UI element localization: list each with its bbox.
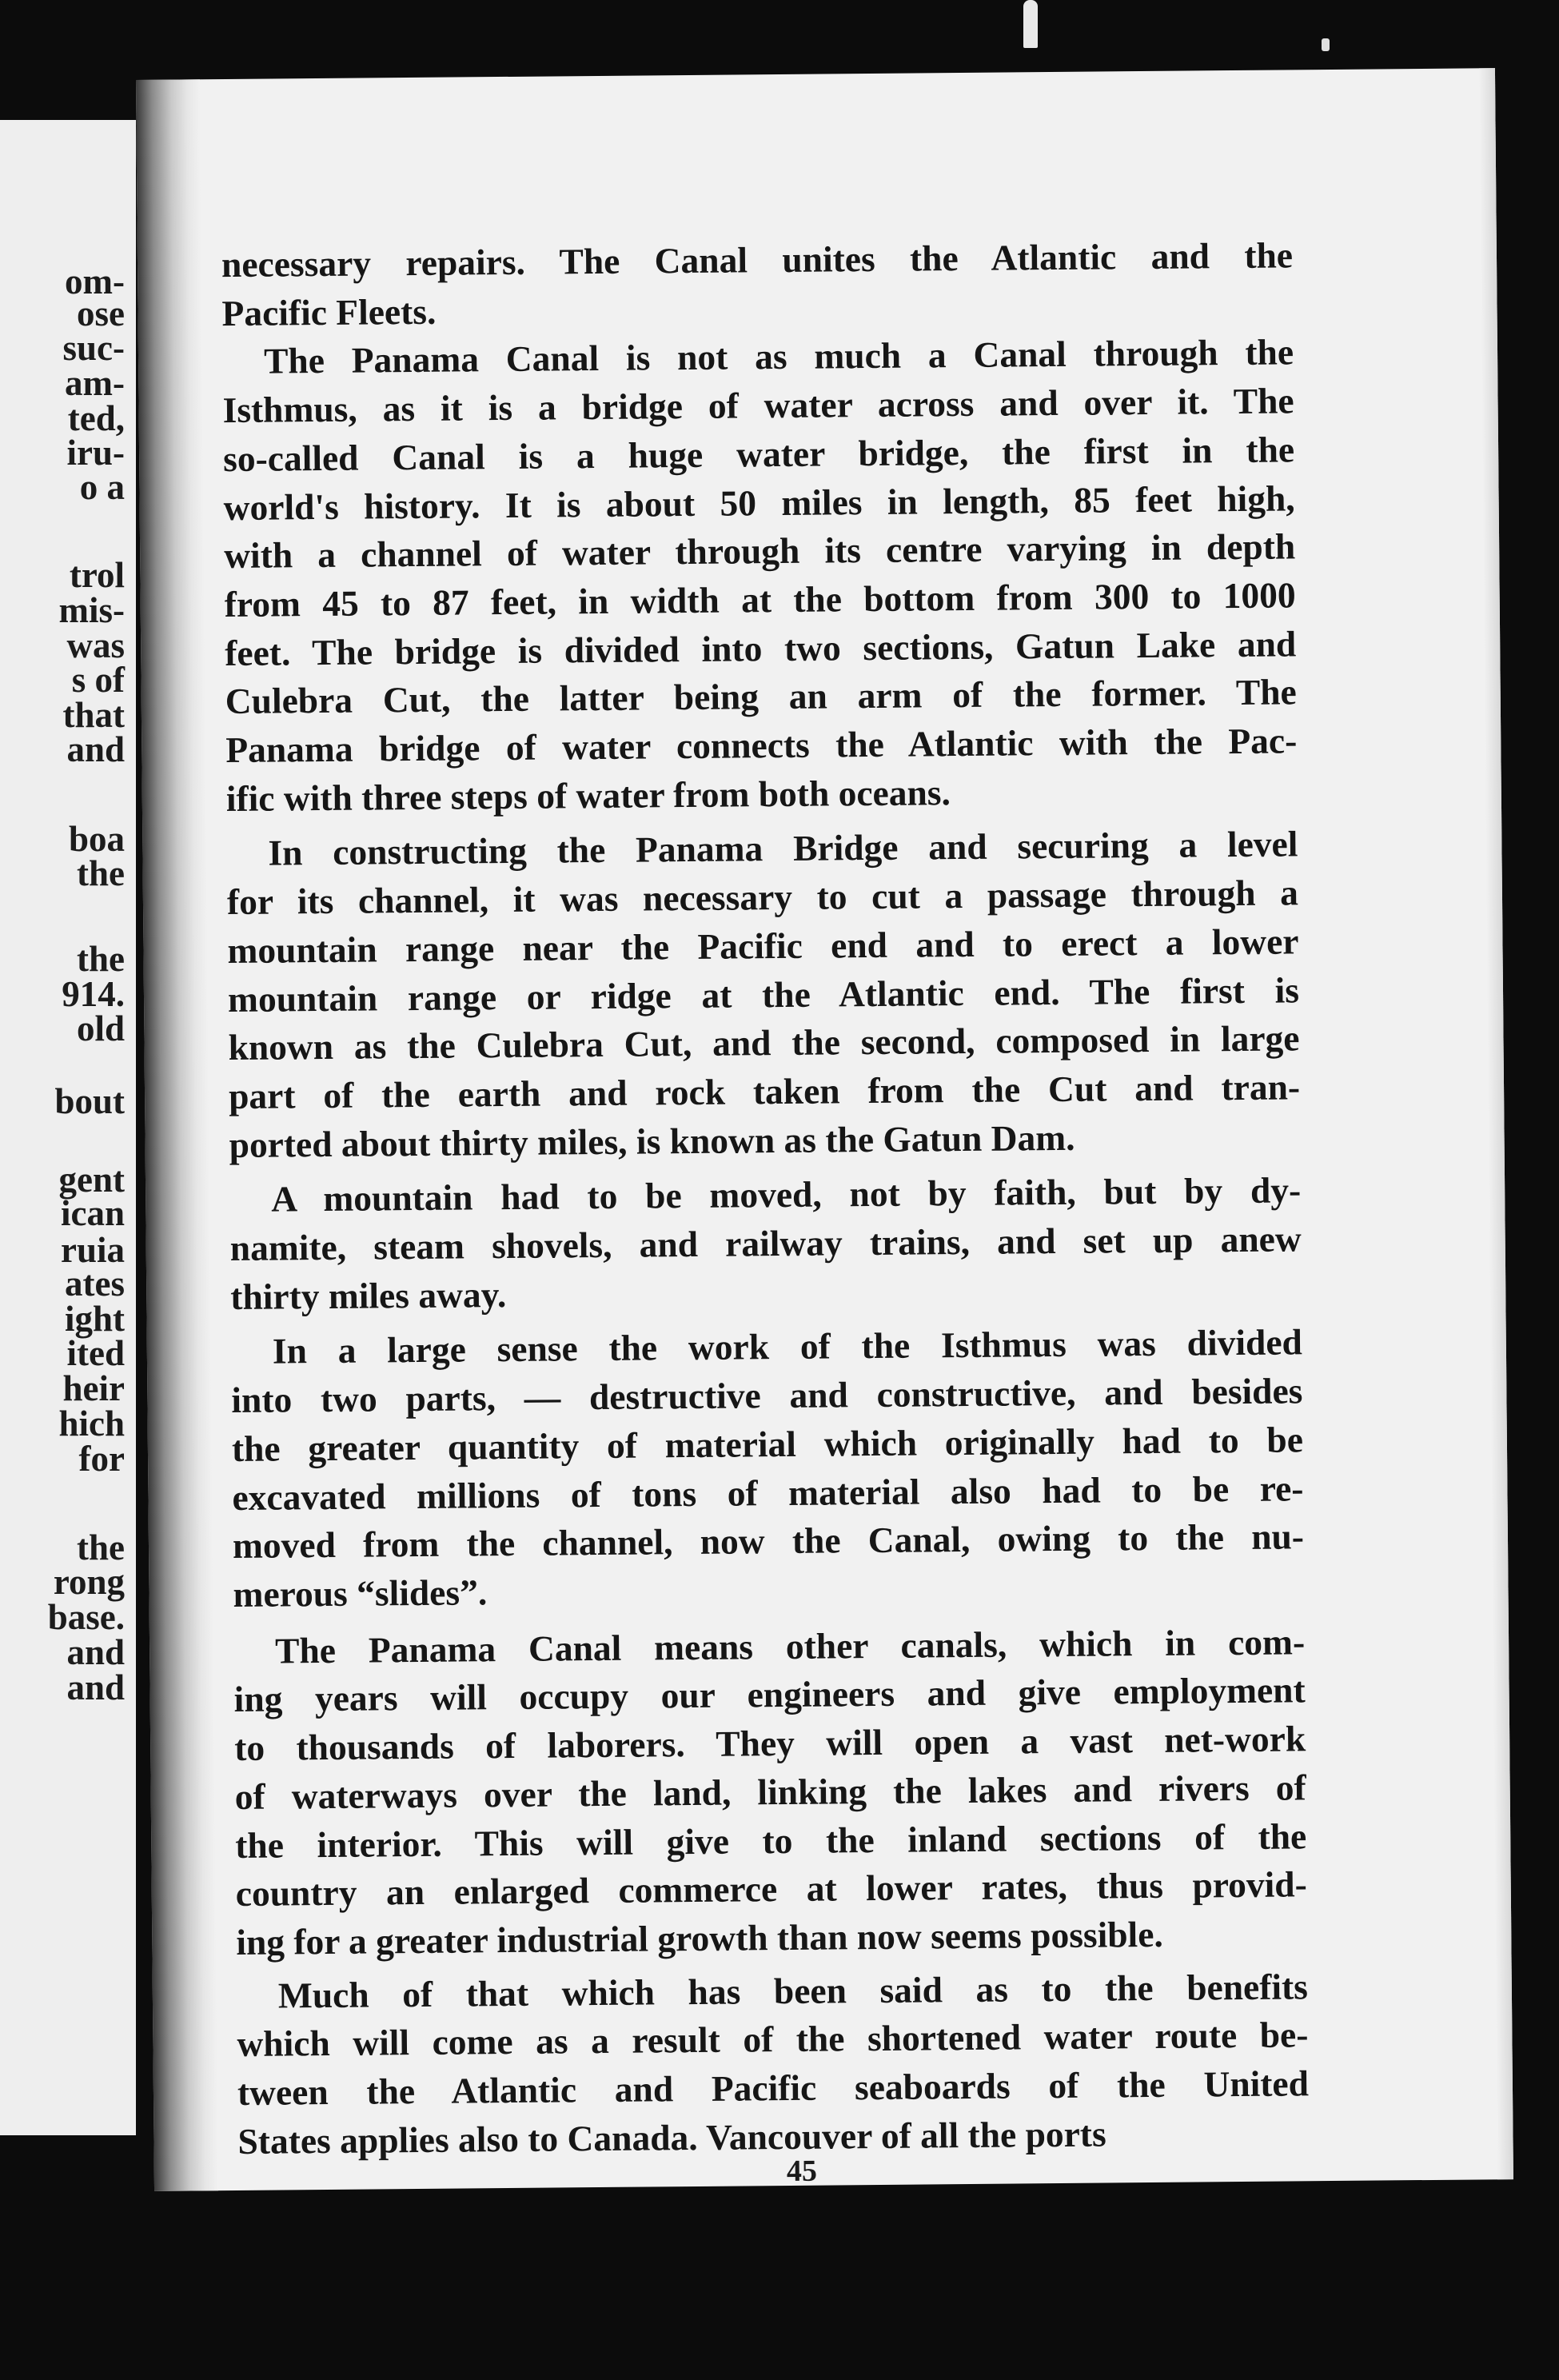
left-page-fragment: am-: [65, 363, 125, 403]
text-line: to thousands of laborers. They will open a vast net-work: [233, 1718, 1306, 1769]
left-page-fragment: the: [77, 939, 125, 979]
left-page-fragment: o a: [79, 467, 125, 507]
text-line: ported about thirty miles, is known as the Gatun Dam.: [229, 1116, 1075, 1165]
left-page-fragment: ruia: [60, 1230, 125, 1270]
left-page-fragment: suc-: [62, 328, 125, 368]
text-line: the interior. This will give to the inland sections of the: [235, 1815, 1307, 1866]
text-line: Much of that which has been said as to the benefits: [277, 1965, 1309, 2016]
left-page-fragment: ates: [65, 1264, 125, 1304]
text-line: moved from the channel, now the Canal, owing to the nu-: [232, 1515, 1305, 1567]
text-line: from 45 to 87 feet, in width at the bottom from 300 to 1000: [224, 574, 1296, 625]
left-page-fragment: and: [66, 1667, 125, 1707]
book-page: [136, 68, 1513, 2191]
text-line: the greater quantity of material which originally had to be: [231, 1419, 1304, 1469]
left-page-fragment: rong: [53, 1562, 125, 1602]
text-line: of waterways over the land, linking the lakes and rivers of: [234, 1767, 1306, 1817]
text-line: for its channel, it was necessary to cut a passage through a: [226, 872, 1299, 923]
left-page-fragment: old: [76, 1008, 125, 1048]
body-text: [221, 231, 1310, 2166]
left-page-fragment: s of: [71, 660, 125, 700]
text-line: country an enlarged commerce at lower rates, thus provid-: [235, 1863, 1307, 1915]
page-edge: [1479, 68, 1513, 2179]
text-line: Isthmus, as it is a bridge of water across and over it. The: [222, 380, 1294, 431]
text-line: feet. The bridge is divided into two sections, Gatun Lake and: [225, 622, 1297, 673]
text-line: In constructing the Panama Bridge and securing a level: [268, 823, 1298, 874]
left-page-fragment: trol: [69, 555, 125, 595]
left-page-fragment: for: [78, 1439, 125, 1479]
text-line: known as the Culebra Cut, and the second, composed in large: [228, 1017, 1300, 1068]
left-page-fragment: boa: [68, 819, 125, 859]
left-page-fragment: ited: [66, 1333, 125, 1373]
paragraph: [222, 329, 1298, 824]
left-page-fragment: gent: [58, 1160, 125, 1200]
left-page-fragment: was: [66, 625, 125, 665]
paragraph: [221, 231, 1294, 337]
left-page-fragment: ose: [77, 294, 125, 333]
text-line: Culebra Cut, the latter being an arm of the former. The: [225, 671, 1297, 722]
page-number: 45: [786, 2154, 818, 2188]
left-facing-page: [0, 120, 136, 2135]
text-line: into two parts, — destructive and constructive, and besides: [231, 1370, 1303, 1421]
text-line: tween the Atlantic and Pacific seaboards of the United: [237, 2063, 1310, 2114]
left-page-fragment: ight: [64, 1299, 125, 1339]
left-page-fragment: iru-: [66, 433, 125, 473]
left-page-fragment: that: [62, 695, 125, 735]
text-line: merous “slides”.: [233, 1571, 488, 1615]
text-line: with a channel of water through its centre varying in depth: [223, 525, 1296, 577]
text-line: The Panama Canal is not as much a Canal through the: [263, 331, 1294, 382]
page-gutter-shadow: [136, 79, 218, 2191]
left-page-fragment: om-: [65, 262, 125, 301]
text-line: Pacific Fleets.: [221, 290, 437, 333]
left-page-fragment: hich: [58, 1404, 125, 1444]
left-page-fragment: heir: [62, 1368, 125, 1408]
text-line: mountain range near the Pacific end and to erect a lower: [227, 920, 1299, 971]
text-line: thirty miles away.: [230, 1273, 507, 1317]
text-line: so-called Canal is a huge water bridge, the first in the: [222, 429, 1295, 479]
left-page-fragment: base.: [47, 1597, 125, 1637]
text-line: States applies also to Canada. Vancouver of all the ports: [237, 2113, 1106, 2162]
left-page-fragment: the: [77, 853, 125, 893]
text-line: The Panama Canal means other canals, which in com-: [274, 1621, 1306, 1671]
text-line: A mountain had to be moved, not by faith, but by dy-: [270, 1169, 1302, 1220]
left-page-fragment: mis-: [58, 590, 125, 630]
left-page-fragment: and: [66, 1632, 125, 1672]
text-line: In a large sense the work of the Isthmus was divided: [272, 1321, 1303, 1372]
text-line: Panama bridge of water connects the Atlantic with the Pac-: [225, 720, 1298, 771]
paragraph: [229, 1167, 1302, 1322]
left-page-fragment: the: [77, 1527, 125, 1567]
left-page-fragment: and: [66, 729, 125, 769]
left-page-fragment: ted,: [67, 398, 125, 438]
scan-artifact: [1023, 0, 1038, 48]
text-line: excavated millions of tons of material also had to be re-: [232, 1467, 1304, 1518]
text-line: ing years will occupy our engineers and give employment: [233, 1669, 1306, 1720]
text-line: ing for a greater industrial growth than now seems possible.: [236, 1913, 1163, 1963]
scan-artifact: [1322, 38, 1330, 51]
paragraph: [233, 1618, 1308, 1967]
left-page-fragment: bout: [54, 1081, 125, 1121]
text-line: necessary repairs. The Canal unites the Atlantic and the: [221, 234, 1294, 286]
text-line: ific with three steps of water from both oceans.: [225, 771, 951, 819]
paragraph: [226, 821, 1301, 1170]
paragraph: [237, 1963, 1310, 2166]
text-line: namite, steam shovels, and railway trains, and set up anew: [229, 1218, 1302, 1269]
text-line: which will come as a result of the shortened water route be-: [237, 2014, 1309, 2065]
left-page-fragment: 914.: [62, 974, 125, 1014]
text-line: world's history. It is about 50 miles in length, 85 feet high,: [223, 477, 1295, 528]
text-line: part of the earth and rock taken from the Cut and tran-: [228, 1066, 1301, 1116]
text-line: mountain range or ridge at the Atlantic end. The first is: [227, 968, 1300, 1020]
left-page-fragment: ican: [60, 1193, 125, 1233]
paragraph: [231, 1319, 1305, 1619]
